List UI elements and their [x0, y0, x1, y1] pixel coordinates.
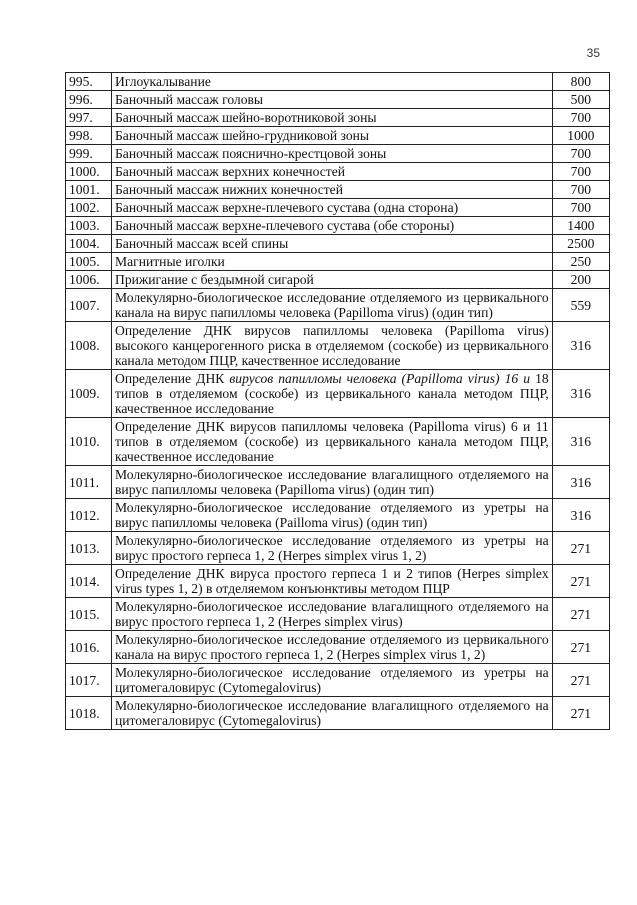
row-number: 1007.	[66, 289, 112, 322]
row-number: 999.	[66, 145, 112, 163]
service-price: 271	[552, 697, 609, 730]
service-price: 200	[552, 271, 609, 289]
row-number: 1010.	[66, 418, 112, 466]
row-number: 1002.	[66, 199, 112, 217]
service-name	[112, 370, 553, 418]
service-price: 2500	[552, 235, 609, 253]
table-row	[66, 163, 610, 181]
service-name-part: Определение ДНК	[115, 371, 230, 386]
service-price: 271	[552, 565, 609, 598]
row-number: 1004.	[66, 235, 112, 253]
service-name: Баночный массаж верхне-плечевого сустава (одна сторона)	[112, 199, 553, 217]
service-price: 250	[552, 253, 609, 271]
service-name-part: 18 типов в отделяемом (соскобе) из цервикального канала методом ПЦР, качественное исследование	[115, 371, 549, 416]
row-number: 1014.	[66, 565, 112, 598]
service-price: 700	[552, 145, 609, 163]
row-number: 1001.	[66, 181, 112, 199]
service-price: 700	[552, 109, 609, 127]
table-row	[66, 532, 610, 565]
table-row	[66, 565, 610, 598]
service-price: 500	[552, 91, 609, 109]
service-name: Молекулярно-биологическое исследование отделяемого из уретры на цитомегаловирус (Cytomegalovirus)	[112, 664, 553, 697]
row-number: 1018.	[66, 697, 112, 730]
row-number: 998.	[66, 127, 112, 145]
service-name: Молекулярно-биологическое исследование отделяемого из уретры на вирус папилломы человека (Pailloma virus) (один тип)	[112, 499, 553, 532]
service-name-italic-part: вирусов папилломы человека (Papilloma virus) 16 и	[229, 371, 531, 386]
row-number: 1008.	[66, 322, 112, 370]
service-price: 316	[552, 418, 609, 466]
table-row	[66, 418, 610, 466]
row-number: 1017.	[66, 664, 112, 697]
service-price: 316	[552, 370, 609, 418]
row-number: 1003.	[66, 217, 112, 235]
price-table	[65, 72, 610, 730]
service-name: Определение ДНК вируса простого герпеса 1 и 2 типов (Herpes simplex virus types 1, 2) в отделяемом конъюнктивы методом ПЦР	[112, 565, 553, 598]
row-number: 1013.	[66, 532, 112, 565]
service-price: 700	[552, 199, 609, 217]
row-number: 995.	[66, 73, 112, 91]
service-price: 316	[552, 466, 609, 499]
row-number: 1000.	[66, 163, 112, 181]
table-row	[66, 631, 610, 664]
service-name: Баночный массаж пояснично-крестцовой зоны	[112, 145, 553, 163]
table-row	[66, 289, 610, 322]
service-name: Баночный массаж верхне-плечевого сустава (обе стороны)	[112, 217, 553, 235]
service-name: Иглоукалывание	[112, 73, 553, 91]
table-row	[66, 217, 610, 235]
table-row	[66, 697, 610, 730]
row-number: 997.	[66, 109, 112, 127]
service-name: Молекулярно-биологическое исследование влагалищного отделяемого на вирус простого герпеса 1, 2 (Herpes simplex virus)	[112, 598, 553, 631]
row-number: 1012.	[66, 499, 112, 532]
table-row	[66, 199, 610, 217]
service-price: 271	[552, 664, 609, 697]
service-price: 271	[552, 598, 609, 631]
service-name: Баночный массаж всей спины	[112, 235, 553, 253]
service-name: Молекулярно-биологическое исследование влагалищного отделяемого на цитомегаловирус (Cytomegalovirus)	[112, 697, 553, 730]
service-name: Прижигание с бездымной сигарой	[112, 271, 553, 289]
service-price: 316	[552, 322, 609, 370]
service-name: Определение ДНК вирусов папилломы человека (Papilloma virus) 6 и 11 типов в отделяемом (соскобе) из цервикального канала методом ПЦР, качественное исследование	[112, 418, 553, 466]
service-name: Баночный массаж нижних конечностей	[112, 181, 553, 199]
table-row	[66, 109, 610, 127]
table-row	[66, 127, 610, 145]
service-price: 559	[552, 289, 609, 322]
service-price: 271	[552, 532, 609, 565]
service-name: Молекулярно-биологическое исследование влагалищного отделяемого на вирус папилломы человека (Papilloma virus) (один тип)	[112, 466, 553, 499]
service-price: 800	[552, 73, 609, 91]
row-number: 1015.	[66, 598, 112, 631]
service-price: 1000	[552, 127, 609, 145]
service-price: 1400	[552, 217, 609, 235]
row-number: 1009.	[66, 370, 112, 418]
service-price: 316	[552, 499, 609, 532]
table-row	[66, 91, 610, 109]
row-number: 1006.	[66, 271, 112, 289]
service-name: Определение ДНК вирусов папилломы человека (Papilloma virus) высокого канцерогенного риска в отделяемом (соскобе) из цервикального канала методом ПЦР, качественное исследование	[112, 322, 553, 370]
row-number: 1005.	[66, 253, 112, 271]
table-row	[66, 235, 610, 253]
service-name: Молекулярно-биологическое исследование отделяемого из уретры на вирус простого герпеса 1, 2 (Herpes simplex virus 1, 2)	[112, 532, 553, 565]
row-number: 1016.	[66, 631, 112, 664]
service-name: Молекулярно-биологическое исследование отделяемого из цервикального канала на вирус простого герпеса 1, 2 (Herpes simplex virus 1, 2)	[112, 631, 553, 664]
table-row	[66, 499, 610, 532]
table-row	[66, 253, 610, 271]
service-price: 700	[552, 163, 609, 181]
table-row	[66, 322, 610, 370]
service-name: Магнитные иголки	[112, 253, 553, 271]
table-row	[66, 145, 610, 163]
service-name: Баночный массаж шейно-воротниковой зоны	[112, 109, 553, 127]
table-row	[66, 466, 610, 499]
service-price: 700	[552, 181, 609, 199]
table-row	[66, 181, 610, 199]
page-number: 35	[586, 46, 600, 60]
table-row	[66, 598, 610, 631]
table-row	[66, 271, 610, 289]
service-name: Баночный массаж верхних конечностей	[112, 163, 553, 181]
service-name: Молекулярно-биологическое исследование отделяемого из цервикального канала на вирус папилломы человека (Papilloma virus) (один тип)	[112, 289, 553, 322]
service-name: Баночный массаж шейно-грудниковой зоны	[112, 127, 553, 145]
service-price: 271	[552, 631, 609, 664]
service-name: Баночный массаж головы	[112, 91, 553, 109]
table-row	[66, 370, 610, 418]
row-number: 996.	[66, 91, 112, 109]
table-row	[66, 664, 610, 697]
price-table-body	[66, 73, 610, 730]
row-number: 1011.	[66, 466, 112, 499]
table-row	[66, 73, 610, 91]
